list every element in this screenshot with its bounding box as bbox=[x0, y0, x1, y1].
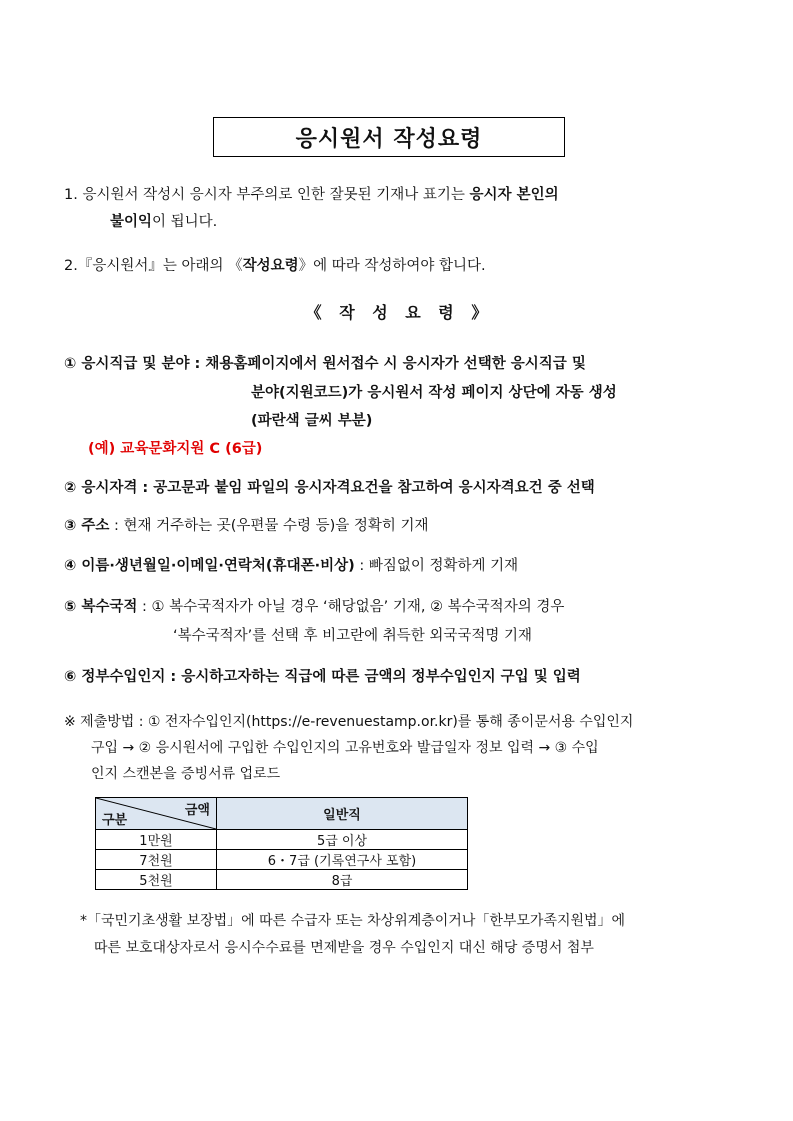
item-1-example: (예) 교육문화지원 C (6급) bbox=[88, 441, 263, 457]
submission-note-line-3: 인지 스캔본을 증빙서류 업로드 bbox=[91, 766, 281, 782]
item-1-label: ① 응시직급 및 분야 : bbox=[64, 356, 206, 372]
row-grade: 6・7급 (기록연구사 포함) bbox=[217, 850, 468, 870]
submission-note-line-1: ※ 제출방법 : ① 전자수입인지(https://e-revenuestamp.or.kr)를 통해 종이문서용 수입인지 bbox=[64, 714, 634, 730]
footnote-line-2: 따른 보호대상자로서 응시수수료를 면제받을 경우 수입인지 대신 해당 증명서 첨부 bbox=[94, 940, 594, 956]
intro-paragraph-1 bbox=[64, 182, 724, 236]
row-amount: 7천원 bbox=[96, 850, 217, 870]
item-6: ⑥ 정부수입인지 : 응시하고자하는 직급에 따른 금액의 정부수입인지 구입 및 입력 bbox=[64, 669, 581, 685]
submission-note-line-2: 구입 → ② 응시원서에 구입한 수입인지의 고유번호와 발급일자 정보 입력 → ③ 수입 bbox=[91, 740, 599, 756]
intro-paragraph-2 bbox=[64, 253, 724, 280]
item-5 bbox=[64, 594, 724, 620]
intro-p1-bold1: 응시자 본인의 bbox=[469, 187, 559, 203]
row-amount: 5천원 bbox=[96, 870, 217, 890]
row-grade: 5급 이상 bbox=[217, 830, 468, 850]
intro-p1-prefix: 1. 응시원서 작성시 응시자 부주의로 인한 잘못된 기재나 표기는 bbox=[64, 187, 470, 203]
page-title: 응시원서 작성요령 bbox=[213, 117, 565, 157]
item-3-label: ③ 주소 bbox=[64, 518, 110, 534]
item-5-text-1: : ① 복수국적자가 아닐 경우 ‘해당없음’ 기재, ② 복수국적자의 경우 bbox=[137, 599, 565, 615]
item-1-text-1: 채용홈페이지에서 원서접수 시 응시자가 선택한 응시직급 및 bbox=[205, 356, 586, 372]
intro-p2-prefix: 2.『응시원서』는 아래의 《 bbox=[64, 258, 243, 274]
item-3-text: : 현재 거주하는 곳(우편물 수령 등)을 정확히 기재 bbox=[109, 518, 429, 534]
table-row bbox=[96, 870, 468, 890]
section-heading: 《 작 성 요 령 》 bbox=[305, 303, 488, 322]
row-grade: 8급 bbox=[217, 870, 468, 890]
fee-table bbox=[95, 797, 468, 890]
intro-p1-suffix: 이 됩니다. bbox=[152, 214, 218, 230]
item-2: ② 응시자격 : 공고문과 붙임 파일의 응시자격요건을 참고하여 응시자격요건 중 선택 bbox=[64, 480, 595, 496]
item-5-label: ⑤ 복수국적 bbox=[64, 599, 138, 615]
item-4-label: ④ 이름·생년월일·이메일·연락처(휴대폰·비상) bbox=[64, 558, 355, 574]
header-general: 일반직 bbox=[217, 798, 468, 830]
item-1-text-3: (파란색 글씨 부분) bbox=[251, 413, 373, 429]
item-1-text-2: 분야(지원코드)가 응시원서 작성 페이지 상단에 자동 생성 bbox=[251, 385, 617, 401]
item-5-text-2: ‘복수국적자’를 선택 후 비고란에 취득한 외국국적명 기재 bbox=[173, 628, 533, 644]
intro-p2-suffix: 》에 따라 작성하여야 합니다. bbox=[298, 258, 486, 274]
item-4 bbox=[64, 553, 724, 579]
item-4-text: : 빠짐없이 정확하게 기재 bbox=[354, 558, 519, 574]
table-row bbox=[96, 830, 468, 850]
intro-p1-bold2: 불이익 bbox=[110, 214, 153, 230]
row-amount: 1만원 bbox=[96, 830, 217, 850]
item-1 bbox=[64, 351, 724, 377]
header-category: 구분 bbox=[102, 813, 128, 828]
item-3 bbox=[64, 513, 724, 539]
footnote-line-1: *「국민기초생활 보장법」에 따른 수급자 또는 차상위계층이거나「한부모가족지원법」에 bbox=[80, 913, 626, 929]
header-amount: 금액 bbox=[184, 803, 210, 818]
fee-table-corner-cell bbox=[96, 798, 217, 830]
fee-table-header-row bbox=[96, 798, 468, 830]
intro-p2-bold: 작성요령 bbox=[242, 258, 299, 274]
table-row bbox=[96, 850, 468, 870]
